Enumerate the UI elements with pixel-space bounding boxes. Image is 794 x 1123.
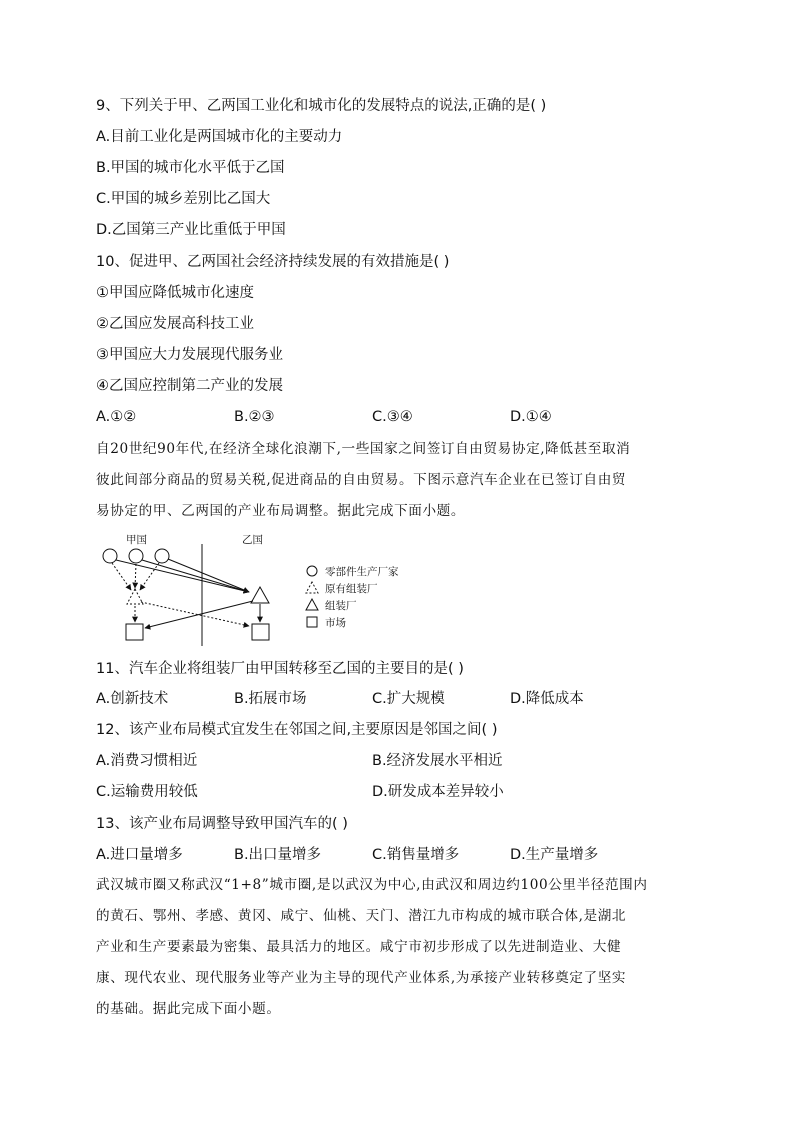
q12-option-b[interactable]: B.经济发展水平相近 — [372, 753, 503, 769]
q11-option-b[interactable]: B.拓展市场 — [234, 691, 307, 707]
q11-stem: 11、汽车企业将组装厂由甲国转移至乙国的主要目的是( ) — [96, 661, 464, 677]
q13-option-c[interactable]: C.销售量增多 — [372, 847, 460, 863]
passage-wuhan-city-circle — [96, 870, 706, 1025]
legend-dashed-triangle-icon — [306, 582, 318, 593]
assembly-plant — [251, 587, 269, 603]
q9-option-a[interactable]: A.目前工业化是两国城市化的主要动力 — [96, 129, 343, 145]
q11-option-a[interactable]: A.创新技术 — [96, 691, 169, 707]
q12-option-d[interactable]: D.研发成本差异较小 — [372, 784, 504, 800]
q12-option-a[interactable]: A.消费习惯相近 — [96, 753, 198, 769]
q10-stem: 10、促进甲、乙两国社会经济持续发展的有效措施是( ) — [96, 254, 450, 270]
passage1-line-1: 自20世纪90年代,在经济全球化浪潮下,一些国家之间签订自由贸易协定,降低甚至取消 — [96, 441, 631, 457]
industry-layout-figure — [96, 528, 426, 648]
q9-option-d[interactable]: D.乙国第三产业比重低于甲国 — [96, 222, 286, 238]
parts-factory-3 — [155, 549, 169, 563]
market-country-a — [126, 624, 143, 640]
legend-assembly: 组装厂 — [325, 600, 357, 612]
legend-market: 市场 — [325, 617, 346, 629]
q11-option-d[interactable]: D.降低成本 — [510, 691, 584, 707]
passage2-line-4: 康、现代农业、现代服务业等产业为主导的现代产业体系,为承接产业转移奠定了坚实 — [96, 970, 627, 986]
passage2-line-2: 的黄石、鄂州、孝感、黄冈、咸宁、仙桃、天门、潜江九市构成的城市联合体,是湖北 — [96, 908, 627, 924]
q9-stem: 9、下列关于甲、乙两国工业化和城市化的发展特点的说法,正确的是( ) — [96, 98, 547, 114]
legend-parts-factory: 零部件生产厂家 — [325, 566, 399, 578]
legend-square-icon — [307, 617, 317, 627]
passage-free-trade — [96, 434, 706, 527]
q9-option-c[interactable]: C.甲国的城乡差别比乙国大 — [96, 191, 271, 207]
country-a-label: 甲国 — [126, 534, 147, 546]
q12-option-c[interactable]: C.运输费用较低 — [96, 784, 198, 800]
q10-item-2: ②乙国应发展高科技工业 — [96, 316, 254, 332]
legend-circle-icon — [307, 566, 317, 576]
q10-item-4: ④乙国应控制第二产业的发展 — [96, 378, 283, 394]
legend-triangle-icon — [306, 599, 318, 610]
q10-item-1: ①甲国应降低城市化速度 — [96, 285, 254, 301]
q13-option-a[interactable]: A.进口量增多 — [96, 847, 183, 863]
parts-factory-2 — [129, 549, 143, 563]
q12-stem: 12、该产业布局模式宜发生在邻国之间,主要原因是邻国之间( ) — [96, 722, 498, 738]
passage1-line-3: 易协定的甲、乙两国的产业布局调整。据此完成下面小题。 — [96, 503, 466, 519]
market-country-b — [252, 624, 269, 640]
q13-option-b[interactable]: B.出口量增多 — [234, 847, 322, 863]
q9-option-b[interactable]: B.甲国的城市化水平低于乙国 — [96, 160, 285, 176]
q10-option-b[interactable]: B.②③ — [234, 409, 275, 425]
q10-item-3: ③甲国应大力发展现代服务业 — [96, 347, 283, 363]
q10-option-a[interactable]: A.①② — [96, 409, 137, 425]
parts-factory-1 — [103, 549, 117, 563]
passage1-line-2: 彼此间部分商品的贸易关税,促进商品的自由贸易。下图示意汽车企业在已签订自由贸 — [96, 472, 627, 488]
passage2-line-5: 的基础。据此完成下面小题。 — [96, 1001, 281, 1017]
q13-option-d[interactable]: D.生产量增多 — [510, 847, 599, 863]
passage2-line-3: 产业和生产要素最为密集、最具活力的地区。咸宁市初步形成了以先进制造业、大健 — [96, 939, 622, 955]
q13-stem: 13、该产业布局调整导致甲国汽车的( ) — [96, 816, 348, 832]
country-b-label: 乙国 — [242, 534, 263, 546]
passage2-line-1: 武汉城市圈又称武汉“1+8”城市圈,是以武汉为中心,由武汉和周边约100公里半径范围内 — [96, 877, 648, 893]
original-assembly-plant — [127, 589, 143, 604]
legend-original-assembly: 原有组装厂 — [325, 583, 378, 595]
q10-option-d[interactable]: D.①④ — [510, 409, 552, 425]
q11-option-c[interactable]: C.扩大规模 — [372, 691, 445, 707]
q10-option-c[interactable]: C.③④ — [372, 409, 413, 425]
